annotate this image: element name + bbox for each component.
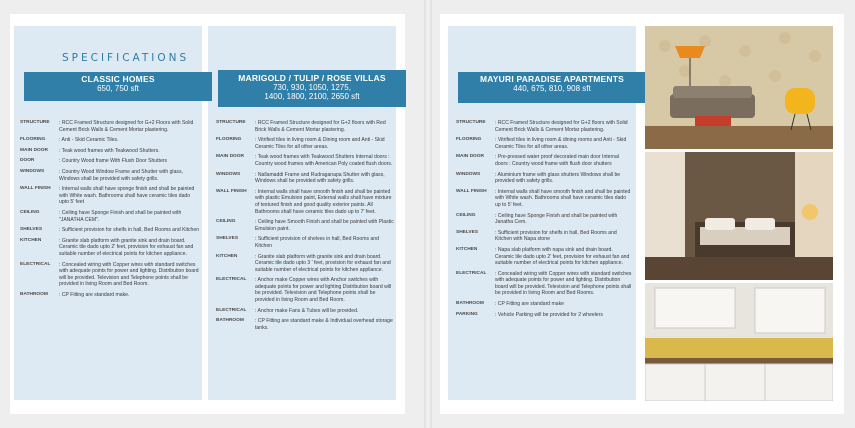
spec-value: : Sufficient provision for shelfs in hall, Bed Rooms and Kitchen with Napa stone [495,229,617,243]
spec-row [216,277,394,303]
spec-label: MAIN DOOR [216,154,244,160]
spec-row [20,148,200,155]
spec-row [456,301,632,308]
spec-row [216,254,394,274]
page-title: SPECIFICATIONS [62,52,190,64]
spec-label: ELECTRICAL [456,270,487,276]
spec-row [456,120,632,133]
spec-label: FLOORING [20,137,46,143]
spec-row [216,172,394,185]
spec-value: : Nallamaddi Frame and Rudraganapa Shutter with glass, Windows shall be provided with safety grills. [255,171,385,185]
classic-homes-name: CLASSIC HOMES [81,74,155,84]
spec-label: FLOORING [456,137,482,143]
spec-label: SHELVES [20,227,43,233]
spec-value: : Internal walls shall have sponge finish and shall be painted with White wash. Bathrooms shall have ceramic tiles dado upto 5' feet [59,186,195,206]
spec-row [216,120,394,133]
mayuri-size: 440, 675, 810, 908 sft [513,84,591,93]
spec-row [456,213,632,226]
spec-value: : Internal walls shall have smooth finish and shall be painted with White wash. Bathrooms shall have ceramic tiles dado up to 5' feet. [495,188,631,208]
spec-row [20,137,200,144]
living-room-photo [645,26,833,149]
spec-value: : CP Fitting are standard make. [59,291,130,298]
spec-label: SHELVES [456,229,479,235]
spec-value: : RCC Framed Structure designed for G+2 Floors with Solid Cement Brick Walls & Cement Mortar plastering. [59,120,194,133]
spec-value: : Ceiling have Sponge Finish and shall be painted with Janatha Cem. [495,212,618,226]
spec-label: PARKING [456,311,478,317]
spec-value: : RCC Framed Structure designed for G+2 floors with Solid Cement Brick Walls & Cement Mortar plastering. [495,120,628,133]
spec-row [20,227,200,234]
spec-label: WINDOWS [456,171,481,177]
spec-value: : Napa slab platform with napa sink and drain board. Ceramic tile dado upto 2' feet, provision for exhaust fan and suitable number of electrical points for kitchen appliance. [495,246,630,267]
spec-row [216,137,394,150]
spec-value: : Concealed wiring with Copper wires with standard switches with adequate points for power and lighting. Distribution board will be provided. Television and Telephone points shall be provided in living Room and Bed Room. [59,261,199,288]
marigold-size-line2: 1400, 1800, 2100, 2650 sft [264,92,360,101]
spec-label: BATHROOM [216,318,244,324]
spec-label: WALL FINISH [216,188,247,194]
spec-label: BATHROOM [20,291,48,297]
spec-row [216,219,394,232]
spec-row [20,169,200,182]
spec-label: KITCHEN [216,253,238,259]
classic-homes-header [24,72,212,101]
spec-value: : Internal walls shall have smooth finish and shall be painted with plastic Emulsion paint, External walls shall have mixture of textured finish and good quality exterior paints. All Bathrooms shall have ceramic tiles dado up to 7' feet. [255,188,392,215]
marigold-name: MARIGOLD / TULIP / ROSE VILLAS [238,73,386,83]
spec-label: BATHROOM [456,301,484,307]
spec-row [20,262,200,288]
spec-value: : Granite slab platform with granite sink and drain board. Ceramic tile dado upto 2' feet, provision for exhaust fan and suitable number of electrical points for kitchen appliance. [59,237,194,257]
spec-value: : Country Wood frame With Flush Door Shutters [59,158,168,165]
spec-row [456,137,632,150]
spec-value: : Vehicle Parking will be provided for 2 wheelers [495,311,603,318]
spec-label: DOOR [20,158,35,164]
spec-label: CEILING [216,219,236,225]
book-gutter [424,0,432,428]
spec-row [20,186,200,206]
spec-value: : Vitrified tiles in living room & Dining room and Anti - Skid Ceramic Tiles for all other areas. [255,137,385,150]
classic-homes-size: 650, 750 sft [97,84,139,93]
spec-value: : Anti - Skid Ceramic Tiles. [59,137,119,144]
spec-label: MAIN DOOR [456,154,484,160]
spec-value: : Pre-pressed water proof decorated main door Internal doors : Country wood frame with flush door shutters [495,154,620,167]
bedroom-photo [645,152,833,280]
spec-row [456,172,632,185]
spec-label: ELECTRICAL [216,277,247,283]
spec-row [20,158,200,165]
spec-label: WINDOWS [20,168,45,174]
spec-value: : CP Fitting are standard make & Individual overhead storage tanks. [255,318,393,331]
mayuri-spec-list [456,120,632,322]
spec-value: : Vitrified tiles in living room & dining rooms and Anti - Skid Ceramic Tiles for all other areas. [495,137,627,150]
spec-label: ELECTRICAL [216,307,247,313]
spec-label: KITCHEN [20,237,42,243]
spec-value: : Aluminium frame with glass shutters Windows shall be provided with safety grills. [495,171,621,185]
spec-value: : Sufficient provision of shelves in hall, Bed Rooms and Kitchen [255,236,379,249]
spec-row [20,210,200,223]
spec-label: WINDOWS [216,171,241,177]
spec-label: STRUCTURE [20,120,50,125]
spec-row [456,271,632,297]
spec-row [456,312,632,319]
spec-value: : Ceiling have Sponge Finish and shall be painted with "JANATHA CEM". [59,209,182,223]
spec-label: MAIN DOOR [20,147,48,153]
spec-row [20,238,200,258]
spec-label: WALL FINISH [20,186,51,192]
spec-label: SHELVES [216,236,239,242]
spec-value: : Concealed wiring with Copper wires with standard switches with adequate points for power and lighting. Distribution board will be provided. Television and Telephone points shall be provided in living Room and Bed Rooms. [495,270,632,297]
spec-row [456,154,632,167]
spec-row [20,292,200,299]
marigold-spec-list [216,120,394,335]
spec-value: : Teak wood frames with Teakwood Shutters. [59,147,160,154]
spec-value: : Granite slab platform with granite sink and drain board. Ceramic tile dado upto 3 ' feet, provision for exhaust fan and suitable number of electrical points for kitchen appliance. [255,253,391,273]
spec-label: KITCHEN [456,246,478,252]
classic-spec-list [20,120,200,302]
marigold-size-line1: 730, 930, 1050, 1275, [273,83,351,92]
spec-row [456,189,632,209]
spec-value: : Anchor make Fans & Tubes will be provided. [255,307,359,314]
mayuri-header [458,72,646,103]
spec-label: STRUCTURE [456,120,486,125]
spec-value: : RCC Framed Structure designed for G+2 floors with Red Brick Walls & Cement Mortar plastering. [255,120,386,133]
spec-label: CEILING [20,209,40,215]
spec-label: CEILING [456,212,476,218]
spec-value: : Sufficient provision for shelfs in hall, Bed Rooms and Kitchen [59,227,200,234]
spec-row [456,230,632,243]
spec-row [216,189,394,215]
spec-value: : Country Wood Window Frame and Shutter with glass, Windows shall be provided with safety grills. [59,168,183,182]
marigold-header [218,70,406,107]
spec-value: : Teak wood frames with Teakwood Shutters Internal doors : Country wood frames with American Poly coated flush doors. [255,154,393,167]
mayuri-name: MAYURI PARADISE APARTMENTS [479,74,625,84]
spec-row [216,318,394,331]
spec-row [216,236,394,249]
spec-row [216,154,394,167]
spec-value: : Ceiling have Smooth Finish and shall be painted with Plastic Emulsion paint. [255,219,394,232]
spec-value: : Anchor make Copper wires with Anchor switches with adequate points for power and lighting Distribution board will be provided. Television and Telephone points shall be provided in living Room and Bed Room. [255,277,392,304]
spec-label: FLOORING [216,137,242,143]
spec-row [456,247,632,267]
spec-row [20,120,200,133]
spec-label: STRUCTURE [216,120,246,125]
spec-value: : CP Fitting are standard make [495,301,564,308]
spec-label: ELECTRICAL [20,261,51,267]
kitchen-photo [645,283,833,401]
spec-row [216,308,394,315]
spec-label: WALL FINISH [456,188,487,194]
